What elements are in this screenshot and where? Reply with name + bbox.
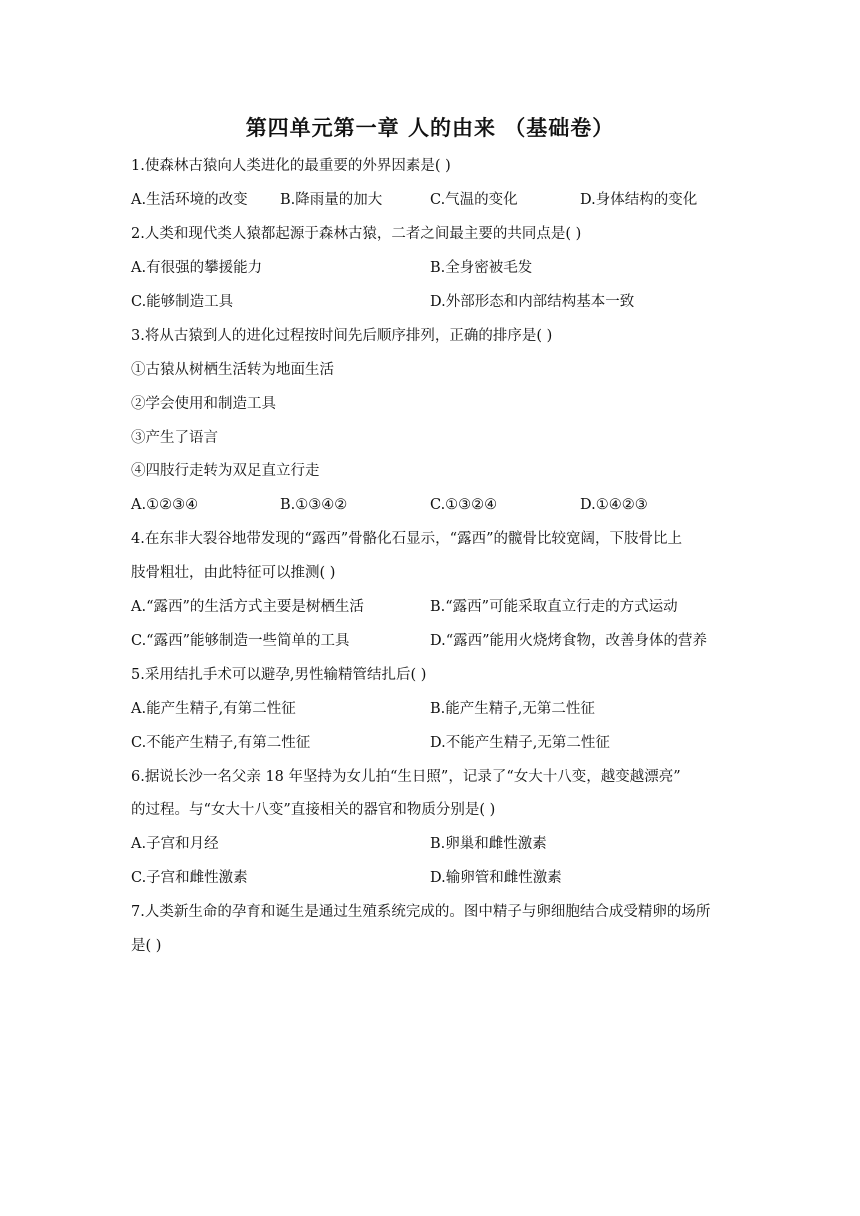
q4-option-d: D.“露西”能用火烧烤食物，改善身体的营养 (430, 633, 708, 649)
q1-option-a: A.生活环境的改变 (131, 192, 248, 208)
q4-option-c: C.“露西”能够制造一些简单的工具 (131, 633, 350, 649)
question-6-stem-line2: 的过程。与“女大十八变”直接相关的器官和物质分别是( ) (131, 802, 496, 818)
q3-item-2: ②学会使用和制造工具 (131, 396, 276, 412)
q3-option-c: C.①③②④ (430, 497, 498, 513)
question-5-stem: 5.采用结扎手术可以避孕,男性输精管结扎后( ) (131, 667, 427, 683)
q3-item-3: ③产生了语言 (131, 430, 218, 446)
question-7-stem-line1: 7.人类新生命的孕育和诞生是通过生殖系统完成的。图中精子与卵细胞结合成受精卵的场所 (131, 904, 711, 920)
question-4-stem-line1: 4.在东非大裂谷地带发现的“露西”骨骼化石显示，“露西”的髋骨比较宽阔，下肢骨比上 (131, 531, 682, 547)
q5-option-c: C.不能产生精子,有第二性征 (131, 735, 311, 751)
question-6-stem-line1: 6.据说长沙一名父亲 18 年坚持为女儿拍“生日照”，记录了“女大十八变，越变越漂亮” (131, 769, 681, 785)
question-4-stem-line2: 肢骨粗壮，由此特征可以推测( ) (131, 565, 336, 581)
q1-option-c: C.气温的变化 (430, 192, 518, 208)
q1-option-d: D.身体结构的变化 (580, 192, 698, 208)
q5-option-b: B.能产生精子,无第二性征 (430, 701, 595, 717)
q6-option-d: D.输卵管和雌性激素 (430, 870, 562, 886)
q2-option-c: C.能够制造工具 (131, 294, 234, 310)
q3-option-d: D.①④②③ (580, 497, 648, 513)
q5-option-d: D.不能产生精子,无第二性征 (430, 735, 610, 751)
q4-option-b: B.“露西”可能采取直立行走的方式运动 (430, 599, 678, 615)
q4-option-a: A.“露西”的生活方式主要是树栖生活 (131, 599, 364, 615)
q3-option-b: B.①③④② (280, 497, 348, 513)
q6-option-a: A.子宫和月经 (131, 836, 219, 852)
q1-option-b: B.降雨量的加大 (280, 192, 383, 208)
q6-option-c: C.子宫和雌性激素 (131, 870, 248, 886)
question-2-stem: 2.人类和现代类人猿都起源于森林古猿，二者之间最主要的共同点是( ) (131, 226, 582, 242)
q3-option-a: A.①②③④ (131, 497, 199, 513)
q2-option-d: D.外部形态和内部结构基本一致 (430, 294, 635, 310)
question-3-stem: 3.将从古猿到人的进化过程按时间先后顺序排列，正确的排序是( ) (131, 328, 553, 344)
q6-option-b: B.卵巢和雌性激素 (430, 836, 547, 852)
q2-option-b: B.全身密被毛发 (430, 260, 533, 276)
question-7-stem-line2: 是( ) (131, 938, 162, 954)
q3-item-4: ④四肢行走转为双足直立行走 (131, 463, 320, 479)
q2-option-a: A.有很强的攀援能力 (131, 260, 263, 276)
question-1-stem: 1.使森林古猿向人类进化的最重要的外界因素是( ) (131, 158, 451, 174)
q5-option-a: A.能产生精子,有第二性征 (131, 701, 296, 717)
q3-item-1: ①古猿从树栖生活转为地面生活 (131, 362, 334, 378)
page-title: 第四单元第一章 人的由来 （基础卷） (245, 116, 615, 140)
